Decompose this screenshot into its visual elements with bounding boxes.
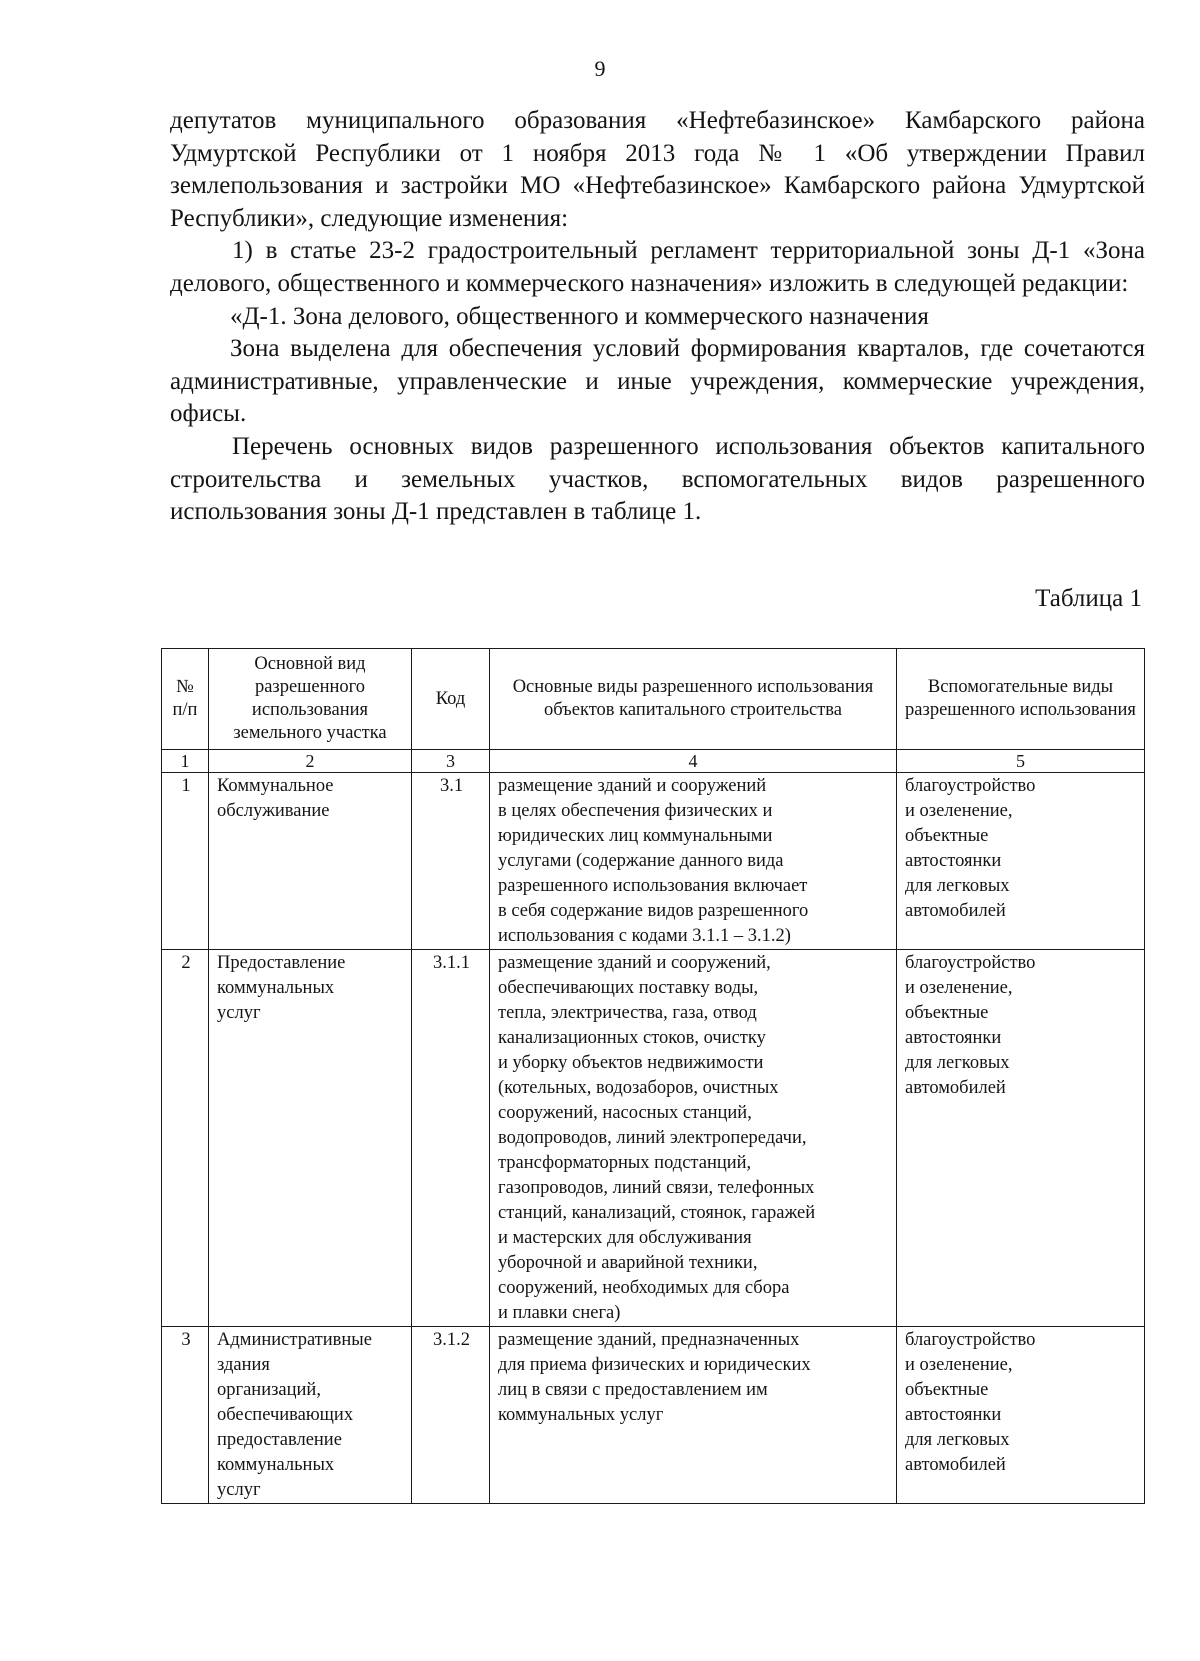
- paragraph-zone-description: Зона выделена для обеспечения условий формирования кварталов, где сочетаются административные, управленческие и иные учреждения, коммерческие учреждения, офисы.: [170, 335, 1145, 428]
- column-number: 1: [162, 750, 209, 773]
- main-use-description: размещение зданий и сооружений, обеспечивающих поставку воды, тепла, электричества, газа, отвод канализационных стоков, очистку и уборку объектов недвижимости (котельных, водозаборов, очистных сооружений, насосных станций, водопроводов, линий электропередачи, трансформаторных подстанций, газопроводов, линий связи, телефонных станций, канализаций, стоянок, гаражей и мастерских для обслуживания уборочной и аварийной техники, сооружений, необходимых для сбора и плавки снега): [490, 950, 897, 1327]
- land-use-type: Административные здания организаций, обеспечивающих предоставление коммунальных услуг: [209, 1327, 412, 1504]
- document-body: [170, 105, 1145, 529]
- zoning-regulations-table: [161, 648, 1145, 1504]
- auxiliary-use-description: благоустройство и озеленение, объектные автостоянки для легковых автомобилей: [897, 950, 1145, 1327]
- row-number: 1: [162, 773, 209, 950]
- column-number: 3: [412, 750, 490, 773]
- use-code: 3.1: [412, 773, 490, 950]
- page-number: 9: [594, 56, 606, 81]
- use-code: 3.1.2: [412, 1327, 490, 1504]
- auxiliary-use-description: благоустройство и озеленение, объектные автостоянки для легковых автомобилей: [897, 773, 1145, 950]
- row-number: 3: [162, 1327, 209, 1504]
- paragraph-article-change: 1) в статье 23-2 градостроительный регламент территориальной зоны Д-1 «Зона делового, общественного и коммерческого назначения» изложить в следующей редакции:: [170, 237, 1145, 297]
- table-row: [162, 1327, 1145, 1504]
- main-use-description: размещение зданий и сооружений в целях обеспечения физических и юридических лиц коммунальными услугами (содержание данного вида разрешенного использования включает в себя содержание видов разрешенного использования с кодами 3.1.1 – 3.1.2): [490, 773, 897, 950]
- row-number: 2: [162, 950, 209, 1327]
- land-use-type: Предоставление коммунальных услуг: [209, 950, 412, 1327]
- header-code: Код: [412, 649, 490, 750]
- table-row: [162, 773, 1145, 950]
- paragraph-amendment-intro: депутатов муниципального образования «Нефтебазинское» Камбарского района Удмуртской Республики от 1 ноября 2013 года № 1 «Об утверждении Правил землепользования и застройки МО «Нефтебазинское» Камбарского района Удмуртской Республики», следующие изменения:: [170, 107, 1145, 232]
- table-row: [162, 950, 1145, 1327]
- table-header-row: [162, 649, 1145, 750]
- table-caption: Таблица 1: [1035, 585, 1142, 612]
- paragraph-zone-title: «Д-1. Зона делового, общественного и коммерческого назначения: [230, 302, 929, 330]
- column-number-row: [162, 750, 1145, 773]
- header-number: № п/п: [162, 649, 209, 750]
- use-code: 3.1.1: [412, 950, 490, 1327]
- header-main-use: Основные виды разрешенного использования объектов капитального строительства: [490, 649, 897, 750]
- column-number: 5: [897, 750, 1145, 773]
- paragraph-table-reference: Перечень основных видов разрешенного использования объектов капитального строительства и земельных участков, вспомогательных видов разрешенного использования зоны Д-1 представлен в таблице 1.: [170, 432, 1145, 526]
- land-use-type: Коммунальное обслуживание: [209, 773, 412, 950]
- header-land-use-type: Основной вид разрешенного использования земельного участка: [209, 649, 412, 750]
- auxiliary-use-description: благоустройство и озеленение, объектные автостоянки для легковых автомобилей: [897, 1327, 1145, 1504]
- main-use-description: размещение зданий, предназначенных для приема физических и юридических лиц в связи с предоставлением им коммунальных услуг: [490, 1327, 897, 1504]
- column-number: 2: [209, 750, 412, 773]
- header-auxiliary-use: Вспомогательные виды разрешенного использования: [897, 649, 1145, 750]
- column-number: 4: [490, 750, 897, 773]
